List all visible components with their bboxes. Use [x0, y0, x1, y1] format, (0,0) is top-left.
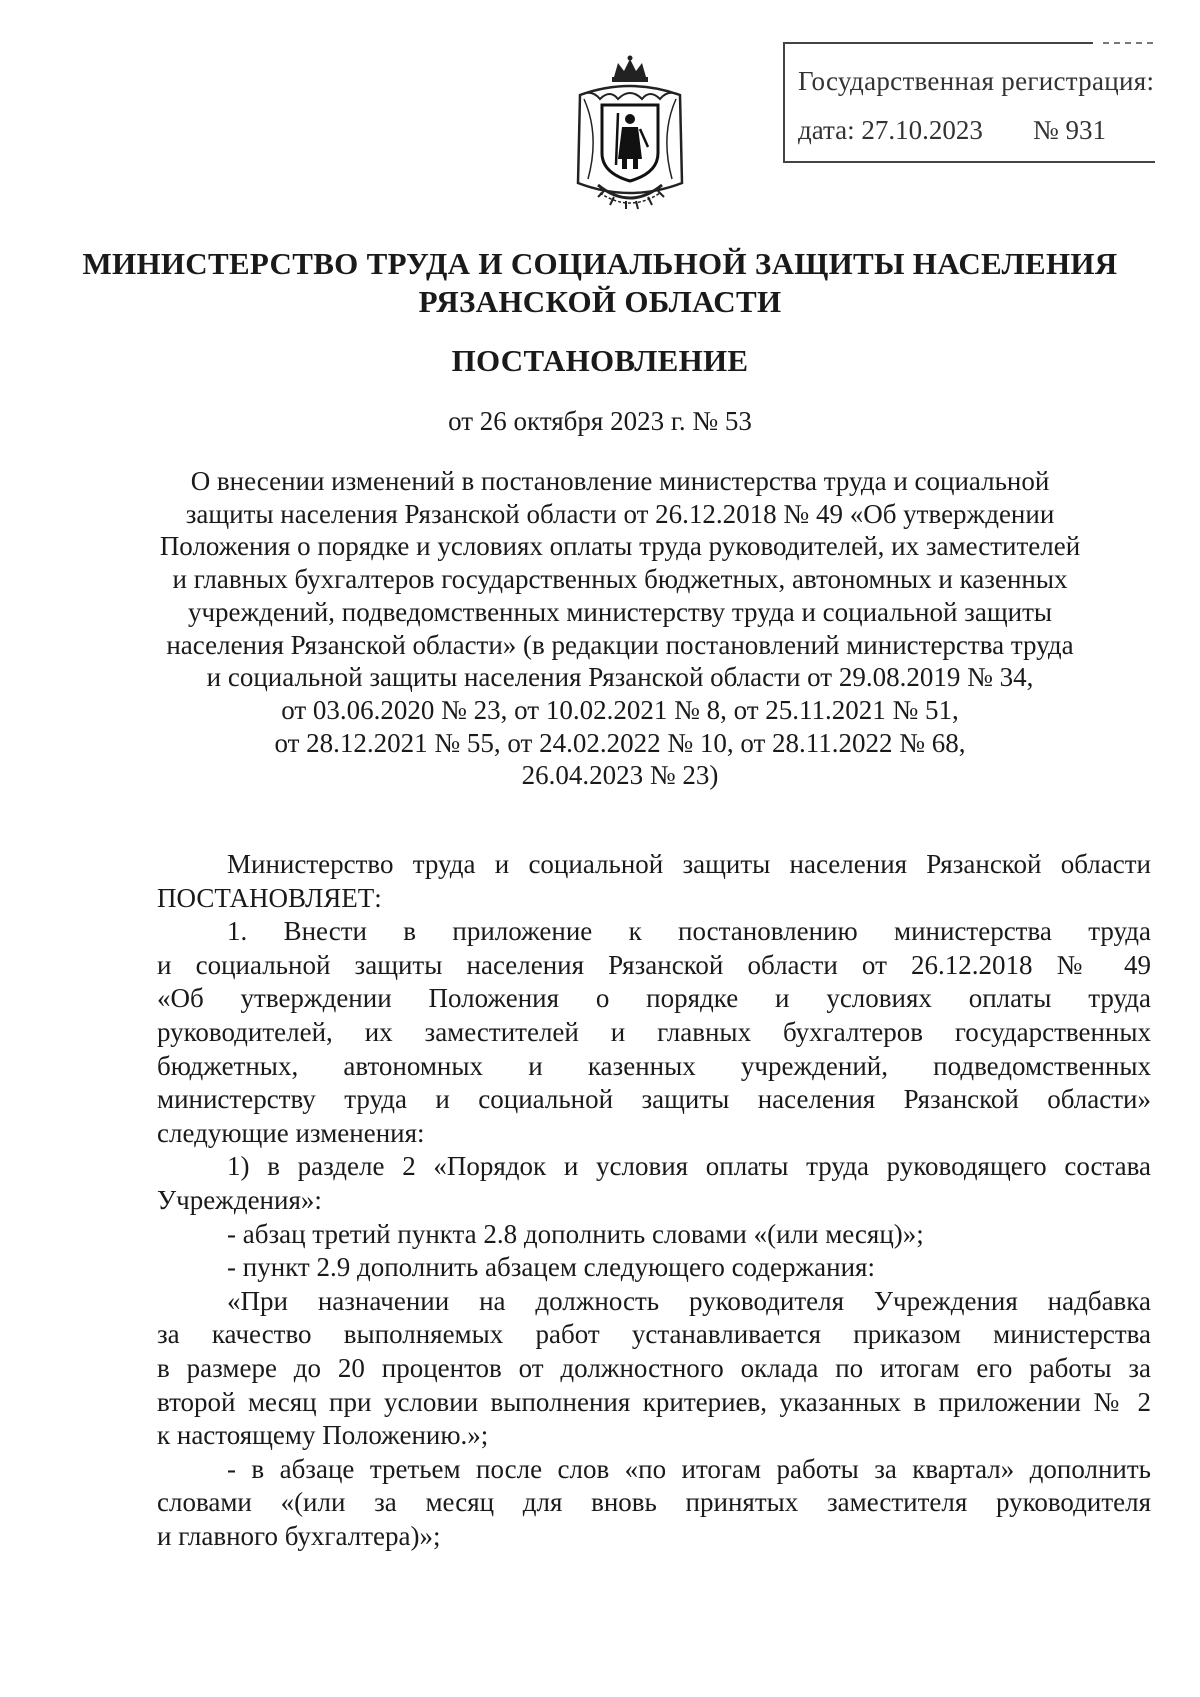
subject-line: учреждений, подведомственных министерству труда и социальной защиты [187, 596, 1053, 627]
ministry-title [0, 245, 1200, 321]
body-line: словами «(или за месяц для вновь принятых заместителя руководителя [157, 1487, 1151, 1518]
ministry-title-line2: РЯЗАНСКОЙ ОБЛАСТИ [418, 284, 782, 319]
registration-number: № 931 [1033, 115, 1107, 145]
body-line: ПОСТАНОВЛЯЕТ: [157, 882, 382, 913]
body-line: - абзац третий пункта 2.8 дополнить словами «(или месяц)»; [227, 1218, 924, 1249]
subject-line: 26.04.2023 № 23) [521, 760, 719, 791]
body-line: в размере до 20 процентов от должностного оклада по итогам его работы за [157, 1352, 1151, 1383]
subject-line: и главных бухгалтеров государственных бюджетных, автономных и казенных [172, 564, 1068, 595]
body-line: и главного бухгалтера)»; [157, 1520, 441, 1551]
body-line: Министерство труда и социальной защиты населения Рязанской области [227, 849, 1151, 879]
document-date: от 26 октября 2023 г. № 53 [448, 406, 752, 436]
subject-line: населения Рязанской области» (в редакции постановлений министерства труда [166, 629, 1074, 660]
document-subject [140, 465, 1100, 792]
document-body [157, 848, 1151, 1553]
subject-line: защиты населения Рязанской области от 26.12.2018 № 49 «Об утверждении [185, 498, 1055, 529]
body-line: «Об утверждении Положения о порядке и условиях оплаты труда [157, 983, 1151, 1014]
ministry-title-line1: МИНИСТЕРСТВО ТРУДА И СОЦИАЛЬНОЙ ЗАЩИТЫ НАСЕЛЕНИЯ [82, 246, 1118, 281]
ryazan-coat-of-arms-icon [570, 55, 690, 215]
body-line: - пункт 2.9 дополнить абзацем следующего содержания: [227, 1252, 875, 1283]
subject-line: от 03.06.2020 № 23, от 10.02.2021 № 8, от 25.11.2021 № 51, [281, 694, 959, 725]
body-line: и социальной защиты населения Рязанской области от 26.12.2018 № 49 [157, 949, 1151, 980]
body-line: 1) в разделе 2 «Порядок и условия оплаты труда руководящего состава [227, 1151, 1151, 1182]
registration-title: Государственная регистрация: [798, 66, 1155, 96]
subject-line: Положения о порядке и условиях оплаты труда руководителей, их заместителей [159, 531, 1081, 562]
body-line: следующие изменения: [157, 1117, 425, 1148]
subject-line: и социальной защиты населения Рязанской области от 29.08.2019 № 34, [206, 662, 1034, 693]
body-line: за качество выполняемых работ устанавливается приказом министерства [157, 1319, 1151, 1350]
body-line: бюджетных, автономных и казенных учреждений, подведомственных [157, 1050, 1151, 1081]
body-line: министерству труда и социальной защиты населения Рязанской области» [157, 1084, 1151, 1115]
document-type: ПОСТАНОВЛЕНИЕ [451, 343, 749, 378]
body-line: 1. Внести в приложение к постановлению министерства труда [227, 916, 1151, 947]
body-line: «При назначении на должность руководителя Учреждения надбавка [227, 1285, 1151, 1316]
body-line: к настоящему Положению.»; [157, 1420, 489, 1451]
subject-line: О внесении изменений в постановление министерства труда и социальной [190, 466, 1050, 496]
body-line: второй месяц при условии выполнения критериев, указанных в приложении № 2 [157, 1386, 1151, 1417]
registration-date: дата: 27.10.2023 [798, 115, 983, 145]
body-line: - в абзаце третьем после слов «по итогам работы за квартал» дополнить [227, 1453, 1151, 1484]
registration-stamp [783, 42, 1155, 162]
body-line: Учреждения»: [157, 1184, 322, 1215]
body-line: руководителей, их заместителей и главных бухгалтеров государственных [157, 1016, 1151, 1047]
subject-line: от 28.12.2021 № 55, от 24.02.2022 № 10, от 28.11.2022 № 68, [274, 727, 966, 758]
